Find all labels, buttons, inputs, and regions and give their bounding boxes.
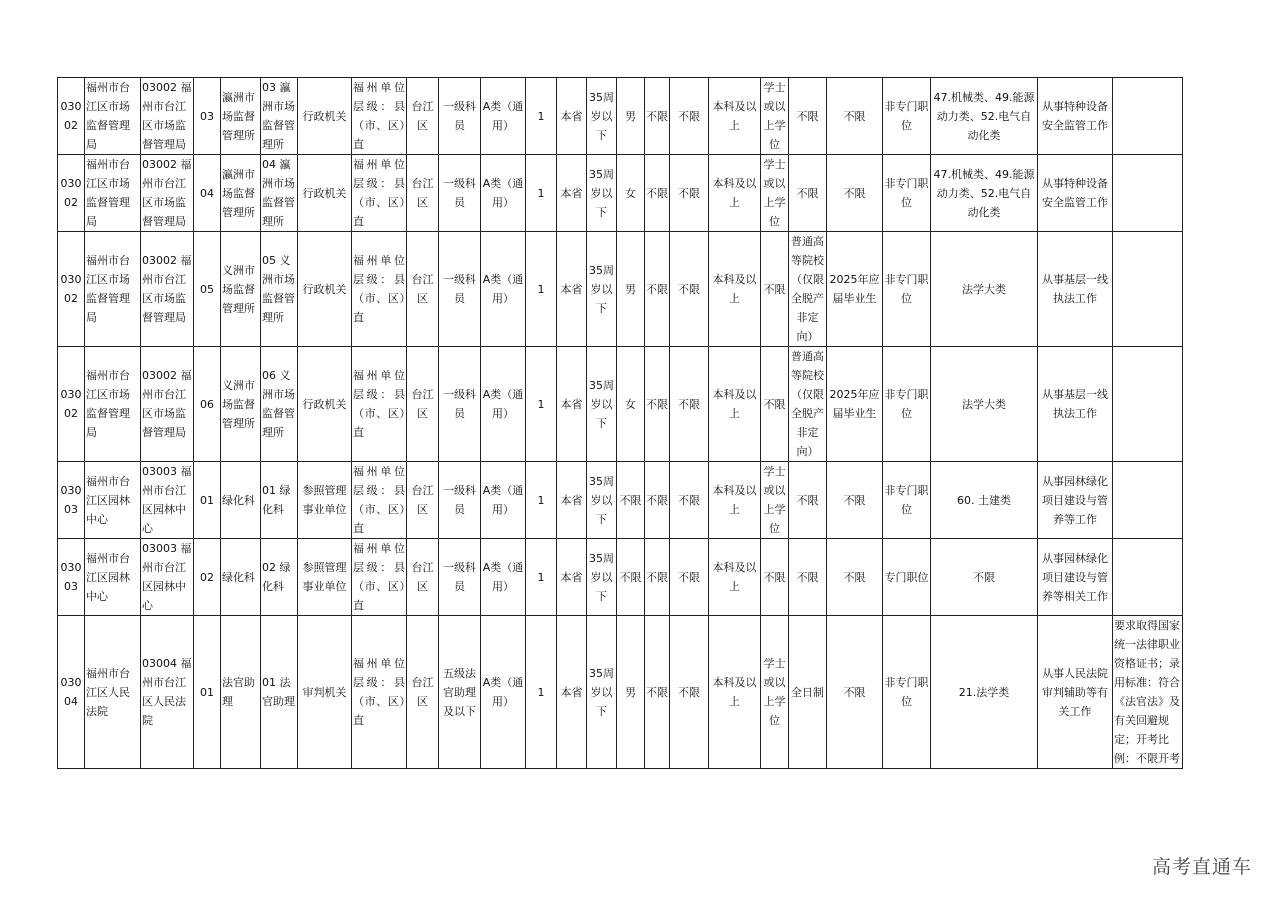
table-cell: 03 瀛洲市场监督管理所 [261, 78, 298, 155]
table-cell [1113, 347, 1183, 462]
table-cell: 从事人民法院审判辅助等有关工作 [1038, 616, 1113, 769]
table-cell: 不限 [761, 347, 789, 462]
table-cell: 从事特种设备安全监管工作 [1038, 78, 1113, 155]
table-cell: 不限 [645, 616, 670, 769]
table-cell: 不限 [789, 462, 827, 539]
table-cell: 47.机械类、49.能源动力类、52.电气自动化类 [931, 78, 1038, 155]
table-cell: 不限 [645, 539, 670, 616]
table-cell: 本省 [557, 78, 587, 155]
table-cell: 一级科员 [439, 155, 481, 232]
table-cell: 法学大类 [931, 232, 1038, 347]
table-cell: 本省 [557, 232, 587, 347]
table-cell: 从事基层一线执法工作 [1038, 232, 1113, 347]
table-cell: 法官助理 [221, 616, 261, 769]
table-cell: 不限 [670, 155, 709, 232]
table-cell: 本科及以上 [709, 539, 761, 616]
table-cell: 不限 [827, 539, 883, 616]
table-cell: 从事特种设备安全监管工作 [1038, 155, 1113, 232]
table-cell: 审判机关 [298, 616, 352, 769]
table-cell: 福州单位层级：县（市、区）直 [352, 616, 407, 769]
table-cell: 05 [194, 232, 221, 347]
table-cell: 02 绿化科 [261, 539, 298, 616]
table-cell: 03002 福州市台江区市场监督管理局 [141, 347, 194, 462]
table-cell: 台江区 [407, 78, 439, 155]
table-cell: 行政机关 [298, 232, 352, 347]
table-cell: 一级科员 [439, 347, 481, 462]
table-cell: A类（通用） [481, 616, 526, 769]
table-cell: A类（通用） [481, 539, 526, 616]
table-cell: 01 法官助理 [261, 616, 298, 769]
table-cell: 04 瀛洲市场监督管理所 [261, 155, 298, 232]
watermark: 高考直通车 [1151, 856, 1252, 878]
table-cell: 本科及以上 [709, 78, 761, 155]
table-row [58, 462, 1183, 539]
table-row [58, 155, 1183, 232]
table-cell: 学士或以上学位 [761, 462, 789, 539]
table-cell: 本科及以上 [709, 347, 761, 462]
table-cell: 非专门职位 [883, 155, 931, 232]
table-cell: 福州市台江区市场监督管理局 [85, 155, 141, 232]
table-cell: 福州市台江区人民法院 [85, 616, 141, 769]
table-cell: 福州单位层级：县（市、区）直 [352, 155, 407, 232]
table-cell: 不限 [645, 232, 670, 347]
table-cell: 35周岁以下 [587, 539, 617, 616]
table-cell: 福州单位层级：县（市、区）直 [352, 462, 407, 539]
table-cell: A类（通用） [481, 347, 526, 462]
table-cell: 1 [526, 155, 557, 232]
table-cell: 不限 [789, 155, 827, 232]
table-cell: 47.机械类、49.能源动力类、52.电气自动化类 [931, 155, 1038, 232]
table-cell: 03002 福州市台江区市场监督管理局 [141, 232, 194, 347]
table-cell: 女 [617, 347, 645, 462]
table-cell: 03003 [58, 462, 85, 539]
table-cell: A类（通用） [481, 462, 526, 539]
table-cell: 学士或以上学位 [761, 78, 789, 155]
table-cell: 非专门职位 [883, 462, 931, 539]
table-cell: 35周岁以下 [587, 78, 617, 155]
table-cell: 1 [526, 462, 557, 539]
table-cell: 不限 [617, 462, 645, 539]
table-cell: 不限 [827, 155, 883, 232]
table-row [58, 232, 1183, 347]
table-cell: 义洲市场监督管理所 [221, 232, 261, 347]
table-cell: 03002 福州市台江区市场监督管理局 [141, 78, 194, 155]
table-cell: 福州市台江区市场监督管理局 [85, 78, 141, 155]
table-cell: 一级科员 [439, 539, 481, 616]
table-cell: 福州市台江区园林中心 [85, 462, 141, 539]
table-cell: 台江区 [407, 232, 439, 347]
table-cell: 福州单位层级：县（市、区）直 [352, 78, 407, 155]
table-cell: 本科及以上 [709, 232, 761, 347]
table-cell: 福州单位层级：县（市、区）直 [352, 347, 407, 462]
table-row [58, 347, 1183, 462]
table-cell [1113, 232, 1183, 347]
table-cell: 福州单位层级：县（市、区）直 [352, 232, 407, 347]
table-cell [1113, 462, 1183, 539]
table-cell: 一级科员 [439, 232, 481, 347]
table-cell: 60. 土建类 [931, 462, 1038, 539]
table-cell: 学士或以上学位 [761, 155, 789, 232]
table-cell: 福州市台江区园林中心 [85, 539, 141, 616]
table-cell: 02 [194, 539, 221, 616]
table-cell: 21.法学类 [931, 616, 1038, 769]
table-cell: 06 [194, 347, 221, 462]
table-cell: 台江区 [407, 539, 439, 616]
table-cell: 从事基层一线执法工作 [1038, 347, 1113, 462]
table-cell: 义洲市场监督管理所 [221, 347, 261, 462]
table-cell: 男 [617, 78, 645, 155]
table-cell: A类（通用） [481, 78, 526, 155]
table-cell: 01 [194, 462, 221, 539]
table-cell: 06 义洲市场监督管理所 [261, 347, 298, 462]
table-cell: 不限 [670, 232, 709, 347]
table-cell: 不限 [789, 78, 827, 155]
table-cell: 行政机关 [298, 347, 352, 462]
table-cell: 本省 [557, 155, 587, 232]
table-cell: 03002 [58, 347, 85, 462]
table-row [58, 539, 1183, 616]
table-cell: 从事园林绿化项目建设与管养等工作 [1038, 462, 1113, 539]
table-cell: 2025年应届毕业生 [827, 232, 883, 347]
table-cell: 从事园林绿化项目建设与管养等相关工作 [1038, 539, 1113, 616]
table-row [58, 616, 1183, 769]
table-cell: 03003 福州市台江区园林中心 [141, 462, 194, 539]
table-cell: 1 [526, 539, 557, 616]
table-cell: 福州市台江区市场监督管理局 [85, 232, 141, 347]
table-cell [1113, 539, 1183, 616]
table-cell: 福州市台江区市场监督管理局 [85, 347, 141, 462]
table-cell: 不限 [670, 347, 709, 462]
table-cell: 不限 [617, 539, 645, 616]
table-cell: 03003 福州市台江区园林中心 [141, 539, 194, 616]
table-cell: 01 [194, 616, 221, 769]
table-cell: 不限 [931, 539, 1038, 616]
table-cell: 参照管理事业单位 [298, 462, 352, 539]
table-cell: 福州单位层级：县（市、区）直 [352, 539, 407, 616]
table-cell: 要求取得国家统一法律职业资格证书；录用标准：符合《法官法》及有关回避规定；开考比例：不限开考 [1113, 616, 1183, 769]
table-cell: 非专门职位 [883, 616, 931, 769]
table-cell: 非专门职位 [883, 78, 931, 155]
table-cell: 男 [617, 232, 645, 347]
table-cell: 03002 [58, 155, 85, 232]
table-cell: 专门职位 [883, 539, 931, 616]
table-cell: 35周岁以下 [587, 462, 617, 539]
table-cell: 本省 [557, 347, 587, 462]
table-cell: 不限 [645, 347, 670, 462]
table-cell: 1 [526, 78, 557, 155]
table-cell: 2025年应届毕业生 [827, 347, 883, 462]
table-cell: 本省 [557, 462, 587, 539]
table-cell: 不限 [827, 616, 883, 769]
table-cell: 03002 福州市台江区市场监督管理局 [141, 155, 194, 232]
table-cell: 35周岁以下 [587, 155, 617, 232]
table-cell: 瀛洲市场监督管理所 [221, 155, 261, 232]
table-cell: 35周岁以下 [587, 347, 617, 462]
table-cell: 03002 [58, 78, 85, 155]
job-listing-table [57, 77, 1183, 769]
table-cell: 03004 [58, 616, 85, 769]
table-cell: 绿化科 [221, 539, 261, 616]
table-cell: 1 [526, 347, 557, 462]
table-cell: A类（通用） [481, 232, 526, 347]
table-cell: 不限 [645, 155, 670, 232]
table-cell: 不限 [827, 78, 883, 155]
table-cell: 五级法官助理及以下 [439, 616, 481, 769]
table-cell: 一级科员 [439, 462, 481, 539]
table-cell: 不限 [789, 539, 827, 616]
table-cell: 台江区 [407, 347, 439, 462]
table-cell: 普通高等院校（仅限全脱产非定向） [789, 347, 827, 462]
table-cell: 不限 [761, 539, 789, 616]
table-cell: 03004 福州市台江区人民法院 [141, 616, 194, 769]
table-cell: 本科及以上 [709, 155, 761, 232]
table-cell: 不限 [761, 232, 789, 347]
table-cell: 法学大类 [931, 347, 1038, 462]
table-cell: 本省 [557, 616, 587, 769]
table-cell: 35周岁以下 [587, 616, 617, 769]
table-cell: 本科及以上 [709, 616, 761, 769]
table-cell: 03003 [58, 539, 85, 616]
table-cell: 男 [617, 616, 645, 769]
table-cell: 瀛洲市场监督管理所 [221, 78, 261, 155]
table-cell: 03 [194, 78, 221, 155]
table-cell: 不限 [670, 539, 709, 616]
table-cell: 台江区 [407, 462, 439, 539]
table-cell: 01 绿化科 [261, 462, 298, 539]
table-cell: 本科及以上 [709, 462, 761, 539]
table-cell: 行政机关 [298, 78, 352, 155]
table-cell: 普通高等院校（仅限全脱产非定向） [789, 232, 827, 347]
table-cell: 不限 [670, 616, 709, 769]
table-cell: 05 义洲市场监督管理所 [261, 232, 298, 347]
table-cell [1113, 78, 1183, 155]
table-cell: 全日制 [789, 616, 827, 769]
table-cell: 台江区 [407, 616, 439, 769]
table-cell: 女 [617, 155, 645, 232]
table-cell: 非专门职位 [883, 347, 931, 462]
table-cell: 1 [526, 616, 557, 769]
table-cell: 03002 [58, 232, 85, 347]
table-cell: 35周岁以下 [587, 232, 617, 347]
table-cell: 一级科员 [439, 78, 481, 155]
table-cell: A类（通用） [481, 155, 526, 232]
table-cell: 行政机关 [298, 155, 352, 232]
table-cell [1113, 155, 1183, 232]
table-cell: 绿化科 [221, 462, 261, 539]
table-cell: 不限 [670, 78, 709, 155]
table-cell: 不限 [645, 462, 670, 539]
table-cell: 不限 [645, 78, 670, 155]
table-cell: 不限 [827, 462, 883, 539]
table-cell: 参照管理事业单位 [298, 539, 352, 616]
table-cell: 台江区 [407, 155, 439, 232]
table-cell: 1 [526, 232, 557, 347]
table-cell: 非专门职位 [883, 232, 931, 347]
table-cell: 本省 [557, 539, 587, 616]
table-cell: 学士或以上学位 [761, 616, 789, 769]
table-row [58, 78, 1183, 155]
table-body [58, 78, 1183, 769]
table-cell: 不限 [670, 462, 709, 539]
table-cell: 04 [194, 155, 221, 232]
